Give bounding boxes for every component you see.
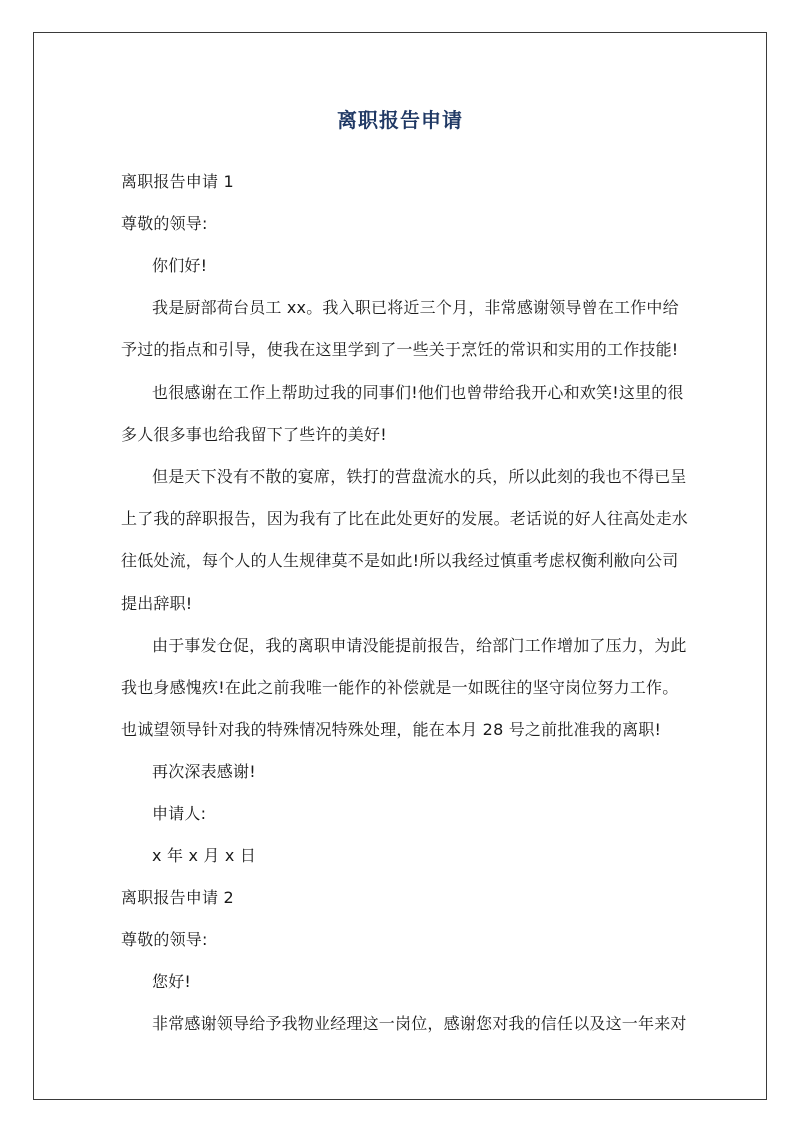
salutation: 尊敬的领导: (121, 930, 208, 949)
greeting: 你们好! (152, 256, 208, 275)
paragraph-line: 上了我的辞职报告，因为我有了比在此处更好的发展。老话说的好人往高处走水 (121, 509, 689, 528)
section-heading-2: 离职报告申请 2 (121, 888, 234, 907)
paragraph-line: 非常感谢领导给予我物业经理这一岗位，感谢您对我的信任以及这一年来对 (152, 1014, 687, 1033)
paragraph-line: 我也身感愧疚!在此之前我唯一能作的补偿就是一如既往的坚守岗位努力工作。 (121, 678, 679, 697)
applicant-label: 申请人: (152, 804, 207, 823)
paragraph-line: 多人很多事也给我留下了些许的美好! (121, 425, 387, 444)
paragraph-line: 往低处流，每个人的人生规律莫不是如此!所以我经过慎重考虑权衡利敝向公司 (121, 551, 679, 570)
document-title: 离职报告申请 (337, 108, 463, 132)
paragraph-line: 也很感谢在工作上帮助过我的同事们!他们也曾带给我开心和欢笑!这里的很 (152, 383, 684, 402)
paragraph-line: 由于事发仓促，我的离职申请没能提前报告，给部门工作增加了压力，为此 (152, 636, 687, 655)
paragraph-line: 也诚望领导针对我的特殊情况特殊处理，能在本月 28 号之前批准我的离职! (121, 720, 662, 739)
date-line: x 年 x 月 x 日 (152, 846, 257, 865)
closing-thanks: 再次深表感谢! (152, 762, 256, 781)
salutation: 尊敬的领导: (121, 214, 208, 233)
greeting: 您好! (152, 972, 192, 991)
paragraph-line: 我是厨部荷台员工 xx。我入职已将近三个月，非常感谢领导曾在工作中给 (152, 298, 679, 317)
section-heading-1: 离职报告申请 1 (121, 172, 234, 191)
paragraph-line: 但是天下没有不散的宴席，铁打的营盘流水的兵，所以此刻的我也不得已呈 (152, 467, 687, 486)
paragraph-line: 予过的指点和引导，使我在这里学到了一些关于烹饪的常识和实用的工作技能! (121, 340, 679, 359)
paragraph-line: 提出辞职! (121, 594, 193, 613)
